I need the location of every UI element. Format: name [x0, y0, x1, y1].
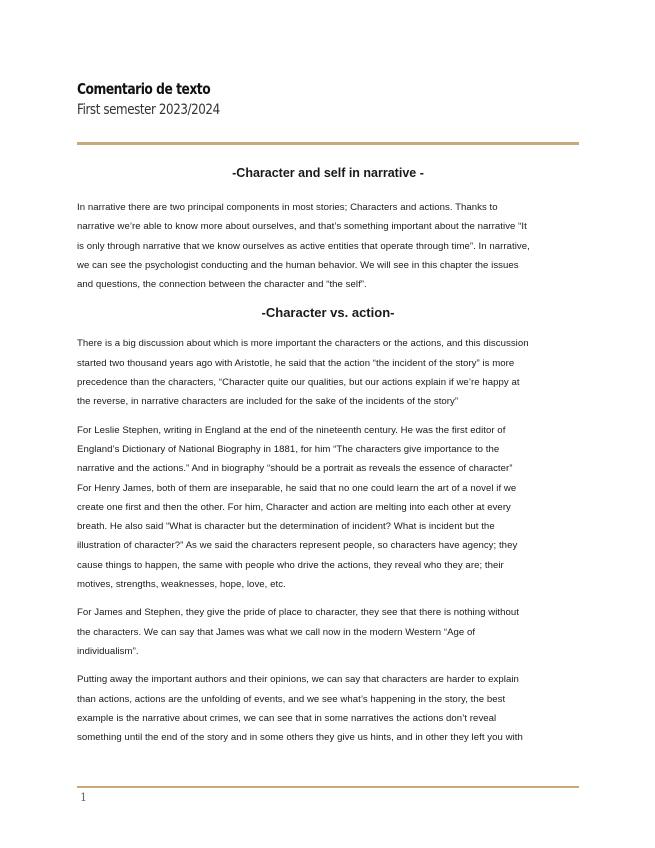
paragraph-line: illustration of character?” As we said the characters represent people, so characters have agency; they: [77, 540, 518, 552]
paragraph-stephen-james: [77, 421, 579, 595]
paragraph-aristotle: [77, 334, 579, 411]
paragraph-line: Putting away the important authors and their opinions, we can say that characters are harder to explain: [77, 674, 519, 686]
paragraph-line: For Henry James, both of them are inseparable, he said that no one could learn the art of a novel if we: [77, 482, 517, 494]
paragraph-line: than actions, actions are the unfolding of events, and we see what’s happening in the story, the best: [77, 693, 506, 705]
paragraph-conclusion: [77, 670, 579, 747]
paragraph-line: For Leslie Stephen, writing in England at the end of the nineteenth century. He was the first editor of: [77, 424, 506, 436]
paragraph-line: started two thousand years ago with Aristotle, he said that the action “the incident of the story” is more: [77, 357, 515, 369]
page-header: [77, 80, 587, 120]
document-subtitle: First semester 2023/2024: [77, 102, 220, 118]
paragraph-line: the characters. We can say that James was what we call now in the modern Western “Age of: [77, 626, 476, 638]
paragraph-line: motives, strengths, weaknesses, hope, love, etc.: [77, 579, 286, 591]
page-number: 1: [80, 791, 87, 804]
paragraph-line: cause things to happen, the same with people who drive the actions, they reveal who they are; their: [77, 559, 504, 571]
paragraph-line: we can see the psychologist conducting and the human behavior. We will see in this chapter the issues: [77, 259, 519, 271]
paragraph-line: example is the narrative about crimes, we can see that in some narratives the actions don’t reveal: [77, 712, 497, 724]
main-heading: -Character and self in narrative -: [232, 166, 424, 180]
paragraph-line: For James and Stephen, they give the pride of place to character, they see that there is nothing without: [77, 607, 519, 619]
footer-divider: [77, 786, 579, 788]
paragraph-line: breath. He also said “What is character but the determination of incident? What is incident but the: [77, 521, 495, 533]
header-divider: [77, 142, 579, 145]
paragraph-line: and questions, the connection between the character and “the self”.: [77, 279, 367, 291]
paragraph-line: narrative and the actions.” And in biography “should be a portrait as reveals the essence of character”: [77, 463, 513, 475]
document-body: [77, 163, 579, 756]
paragraph-individualism: [77, 603, 579, 661]
paragraph-line: England’s Dictionary of National Biography in 1881, for him “The characters give importance to the: [77, 443, 500, 455]
paragraph-line: the reverse, in narrative characters are included for the sake of the incidents of the story”: [77, 396, 459, 408]
intro-paragraph: [77, 198, 579, 294]
paragraph-line: narrative we’re able to know more about ourselves, and that’s something important about the narrative “It: [77, 221, 527, 233]
paragraph-line: In narrative there are two principal components in most stories; Characters and actions. Thanks to: [77, 202, 498, 213]
sub-heading: -Character vs. action-: [261, 305, 395, 321]
paragraph-line: is only through narrative that we know ourselves as active entities that operate through time”. In narrative,: [77, 240, 530, 252]
paragraph-line: something until the end of the story and in some others they give us hints, and in other they left you with: [77, 732, 523, 744]
document-title: Comentario de texto: [77, 80, 211, 98]
paragraph-line: individualism”.: [77, 645, 139, 657]
paragraph-line: precedence than the characters, “Character quite our qualities, but our actions explain if we’re happy at: [77, 377, 520, 389]
paragraph-line: create one first and then the other. For him, Character and action are melting into each other at every: [77, 501, 511, 513]
paragraph-line: There is a big discussion about which is more important the characters or the actions, and this discussion: [77, 338, 529, 350]
